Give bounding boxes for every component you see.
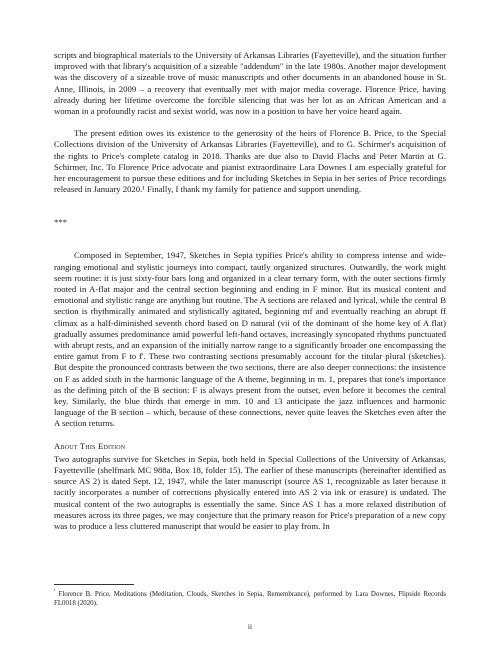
- section-heading: About This Edition: [54, 440, 126, 451]
- page-body: [54, 50, 446, 532]
- footnote-text: Florence B. Price, Meditations (Meditation, Clouds, Sketches in Sepia, Remembrance), performed by Lara Downes, Flipside Records FL0018 (2020).: [54, 591, 446, 607]
- paragraph-4: Two autographs survive for Sketches in Sepia, both held in Special Collections of the University of Arkansas, Fayetteville (shelfmark MC 988a, Box 18, folder 15). The earlier of these manuscripts (hereinafter identified as source AS 2) is dated Sept. 12, 1947, while the later manuscript (source AS 1, recognizable as later because it tacitly incorporates a number of corrections physically entered into AS 2 via ink or erasure) is undated. The musical content of the two autographs is essentially the same. Since AS 1 has a more relaxed distribution of measures across its three pages, we may conjecture that the primary reason for Price's preparation of a new copy was to produce a less cluttered manuscript that would be easier to play from. In: [54, 453, 446, 531]
- page-number: ii: [247, 622, 253, 631]
- footnote-rule: [54, 584, 134, 585]
- footnote: [54, 590, 446, 608]
- paragraph-1: scripts and biographical materials to the University of Arkansas Libraries (Fayetteville), and the situation further improved with that library's acquisition of a sizeable "addendum" in the late 1980s. Another major development was the discovery of a sizeable trove of music manuscripts and other documents in an abandoned house in St. Anne, Illinois, in 2009 – a recovery that eventually met with major media coverage. Florence Price, having already during her lifetime overcome the forcible silencing that was her lot as an African American and a woman in a profoundly racist and sexist world, was now in a position to have her voice heard again.: [54, 50, 446, 117]
- paragraph-3: Composed in September, 1947, Sketches in Sepia typifies Price's ability to compress intense and wide-ranging emotional and stylistic journeys into compact, tautly organized structures. Outwardly, the work might seem routine: it is just sixty-four bars long and organized in a clear ternary form, with the outer sections firmly rooted in A-flat major and the central section beginning and ending in F minor. But its musical content and emotional and stylistic range are anything but routine. The A sections are relaxed and lyrical, while the central B section is rhythmically animated and stylistically agitated, beginning mf and eventually reaching an abrupt ff climax as a half-diminished seventh chord based on D natural (vii of the dominant of the home key of A flat) gradually assumes predominance amid powerful left-hand octaves, increasingly syncopated rhythms punctuated with abrupt rests, and an expansion of the initially narrow range to a significantly broader one encompassing the entire gamut from F to f'. These two contrasting sections presumably account for the titular plural (sketches). But despite the pronounced contrasts between the two sections, there are also deeper connections: the insistence on F as added sixth in the harmonic language of the A theme, beginning in m. 1, prepares that tone's importance as the defining pitch of the B section: F is always present from the outset, even before it becomes the central key. Similarly, the blue thirds that emerge in mm. 10 and 13 anticipate the jazz influences and harmonic language of the B section – which, because of these connections, never quite leaves the Sketches even after the A section returns.: [54, 250, 446, 429]
- paragraph-2: The present edition owes its existence to the generosity of the heirs of Florence B. Price, to the Special Collections division of the University of Arkansas Libraries (Fayetteville), and to G. Schirmer's acquisition of the rights to Price's complete catalog in 2018. Thanks are due also to David Flachs and Peter Martin at G. Schirmer, Inc. To Florence Price advocate and pianist extraordinaire Lara Downes I am especially grateful for her encouragement to pursue these editions and for including Sketches in Sepia in her series of Price recordings released in January 2020.¹ Finally, I thank my family for patience and support unending.: [54, 128, 446, 195]
- section-separator: ***: [54, 217, 68, 228]
- footnote-marker: ¹: [54, 589, 56, 595]
